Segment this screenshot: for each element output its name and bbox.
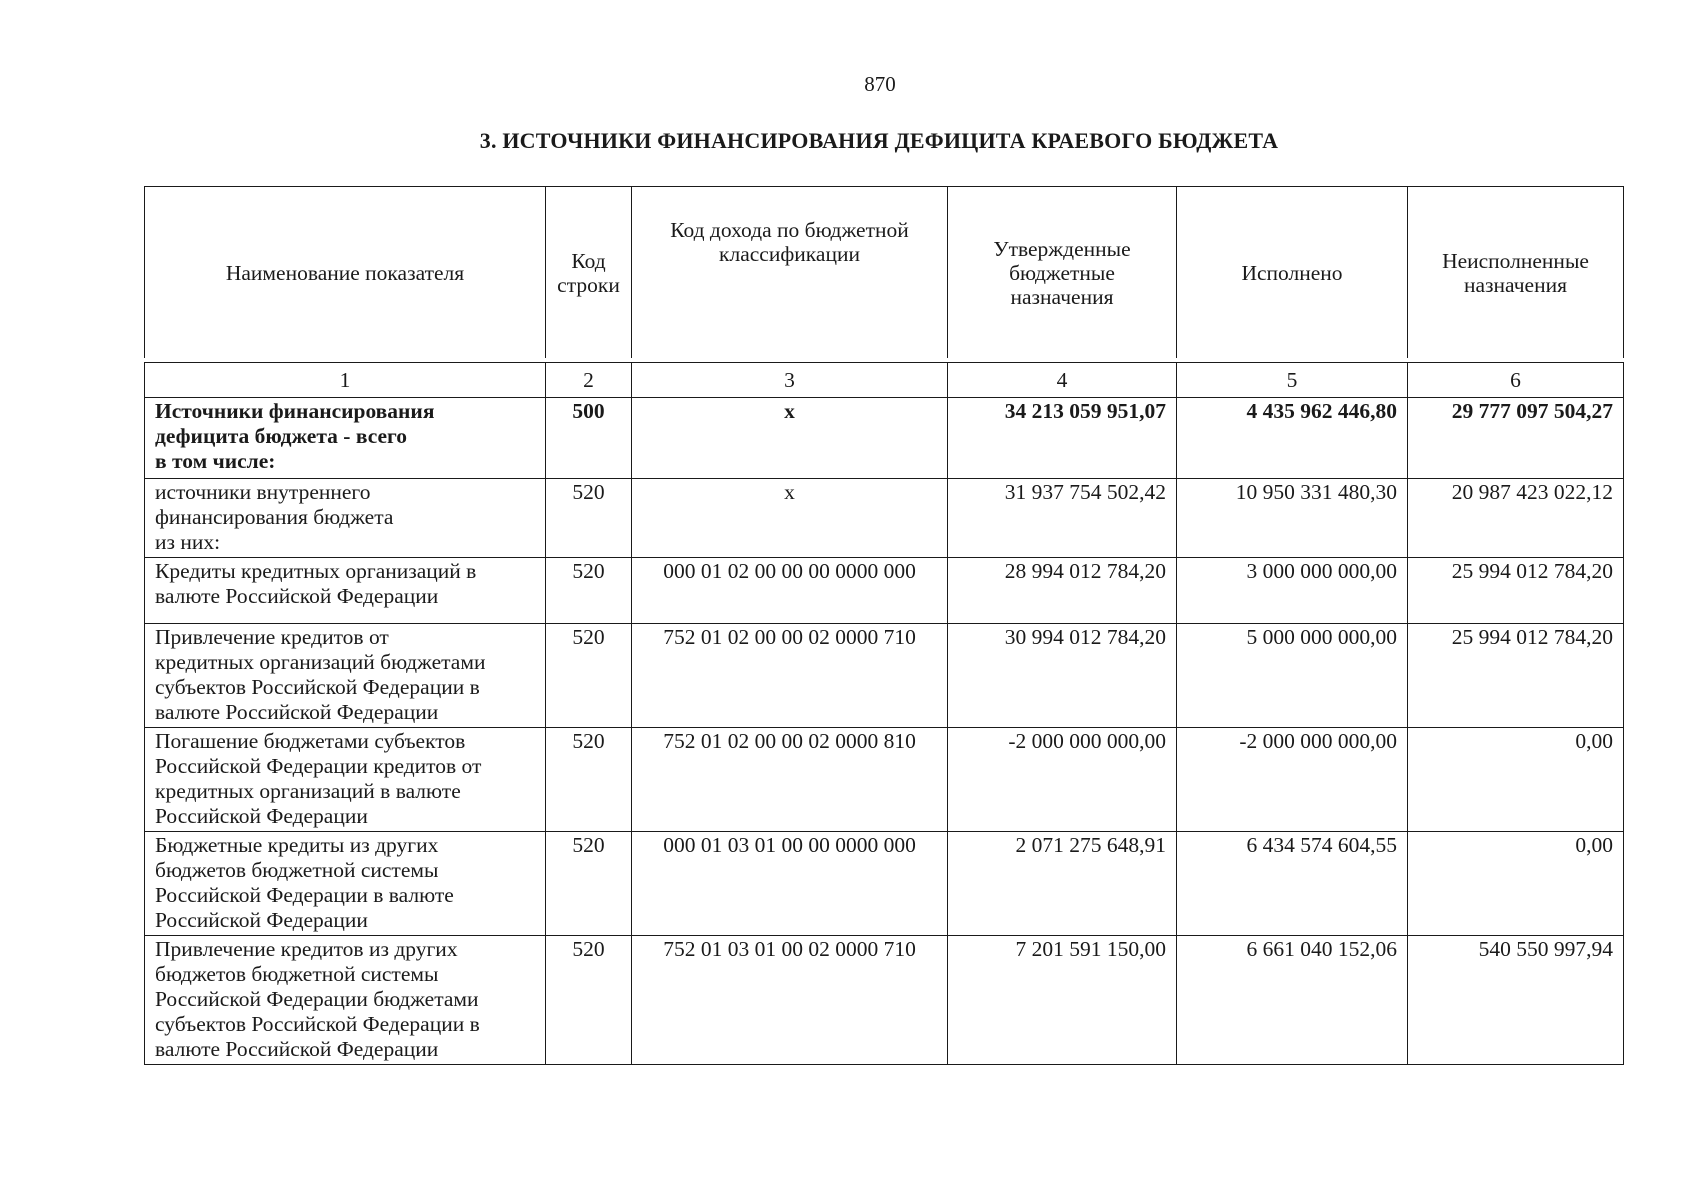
unexecuted-amount-cell: 29 777 097 504,27 [1408, 398, 1624, 479]
indicator-name-line: кредитных организаций в валюте [155, 779, 461, 803]
indicator-name-cell [145, 398, 546, 479]
indicator-name-line: бюджетов бюджетной системы [155, 858, 439, 882]
executed-amount-cell: -2 000 000 000,00 [1177, 728, 1408, 832]
column-number-row [145, 363, 1624, 398]
executed-amount-cell: 4 435 962 446,80 [1177, 398, 1408, 479]
executed-amount-cell: 3 000 000 000,00 [1177, 558, 1408, 624]
column-number: 5 [1177, 363, 1408, 398]
budget-code-cell: 752 01 02 00 00 02 0000 710 [632, 624, 948, 728]
executed-amount-cell: 5 000 000 000,00 [1177, 624, 1408, 728]
budget-code-cell: 752 01 03 01 00 02 0000 710 [632, 936, 948, 1065]
indicator-name-line: Кредиты кредитных организаций в [155, 559, 477, 583]
column-number: 6 [1408, 363, 1624, 398]
line-code-cell: 520 [546, 832, 632, 936]
approved-amount-cell: 28 994 012 784,20 [948, 558, 1177, 624]
column-number: 4 [948, 363, 1177, 398]
header-budget-code [632, 187, 948, 359]
indicator-name-cell [145, 558, 546, 624]
unexecuted-amount-cell: 0,00 [1408, 832, 1624, 936]
column-number: 2 [546, 363, 632, 398]
executed-amount-cell: 6 661 040 152,06 [1177, 936, 1408, 1065]
header-approved-line: бюджетные [1009, 260, 1115, 285]
column-number: 1 [145, 363, 546, 398]
unexecuted-amount-cell: 0,00 [1408, 728, 1624, 832]
header-unexecuted-line: Неисполненные [1442, 248, 1589, 273]
indicator-name-cell [145, 479, 546, 558]
budget-sources-table [144, 186, 1624, 1065]
budget-code-cell: 000 01 03 01 00 00 0000 000 [632, 832, 948, 936]
table-row [145, 728, 1624, 832]
unexecuted-amount-cell: 20 987 423 022,12 [1408, 479, 1624, 558]
indicator-name-line: финансирования бюджета [155, 505, 394, 529]
indicator-name-cell [145, 832, 546, 936]
indicator-name-line: Российской Федерации бюджетами [155, 987, 479, 1011]
budget-sources-table-container [144, 186, 1623, 1065]
line-code-cell: 520 [546, 728, 632, 832]
table-row [145, 936, 1624, 1065]
approved-amount-cell: 30 994 012 784,20 [948, 624, 1177, 728]
column-number: 3 [632, 363, 948, 398]
indicator-name-line: в том числе: [155, 449, 276, 473]
line-code-cell: 520 [546, 936, 632, 1065]
approved-amount-cell: 31 937 754 502,42 [948, 479, 1177, 558]
header-approved-line: Утвержденные [993, 236, 1131, 261]
header-line-code [546, 187, 632, 359]
approved-amount-cell: 34 213 059 951,07 [948, 398, 1177, 479]
approved-amount-cell: 7 201 591 150,00 [948, 936, 1177, 1065]
line-code-cell: 520 [546, 558, 632, 624]
table-header-row [145, 187, 1624, 359]
budget-code-cell: x [632, 398, 948, 479]
line-code-cell: 500 [546, 398, 632, 479]
indicator-name-line: Российской Федерации [155, 804, 368, 828]
header-budget-code-line: классификации [719, 242, 860, 266]
indicator-name-line: субъектов Российской Федерации в [155, 675, 480, 699]
unexecuted-amount-cell: 540 550 997,94 [1408, 936, 1624, 1065]
executed-amount-cell: 6 434 574 604,55 [1177, 832, 1408, 936]
indicator-name-line: валюте Российской Федерации [155, 584, 439, 608]
indicator-name-line: валюте Российской Федерации [155, 700, 439, 724]
unexecuted-amount-cell: 25 994 012 784,20 [1408, 624, 1624, 728]
indicator-name-line: Российской Федерации кредитов от [155, 754, 482, 778]
approved-amount-cell: 2 071 275 648,91 [948, 832, 1177, 936]
indicator-name-line: Погашение бюджетами субъектов [155, 729, 466, 753]
header-unexecuted-line: назначения [1464, 272, 1567, 297]
table-row [145, 479, 1624, 558]
indicator-name-line: источники внутреннего [155, 480, 371, 504]
indicator-name-line: дефицита бюджета - всего [155, 424, 408, 448]
budget-code-cell: x [632, 479, 948, 558]
page-title: 3. ИСТОЧНИКИ ФИНАНСИРОВАНИЯ ДЕФИЦИТА КРАЕВОГО БЮДЖЕТА [479, 128, 1279, 153]
indicator-name-line: Российской Федерации в валюте [155, 883, 454, 907]
header-budget-code-line: Код дохода по бюджетной [670, 218, 909, 242]
header-unexecuted [1408, 187, 1624, 359]
budget-code-cell: 000 01 02 00 00 00 0000 000 [632, 558, 948, 624]
header-indicator-name: Наименование показателя [145, 187, 546, 359]
budget-code-cell: 752 01 02 00 00 02 0000 810 [632, 728, 948, 832]
header-line-code-line: строки [557, 272, 620, 297]
indicator-name-cell [145, 728, 546, 832]
indicator-name-line: Бюджетные кредиты из других [155, 833, 439, 857]
table-row [145, 624, 1624, 728]
header-approved-line: назначения [1010, 284, 1114, 309]
line-code-cell: 520 [546, 624, 632, 728]
indicator-name-line: кредитных организаций бюджетами [155, 650, 486, 674]
indicator-name-line: Российской Федерации [155, 908, 368, 932]
indicator-name-line: Источники финансирования [155, 399, 435, 423]
header-approved [948, 187, 1177, 359]
approved-amount-cell: -2 000 000 000,00 [948, 728, 1177, 832]
indicator-name-cell [145, 936, 546, 1065]
indicator-name-line: валюте Российской Федерации [155, 1037, 439, 1061]
unexecuted-amount-cell: 25 994 012 784,20 [1408, 558, 1624, 624]
indicator-name-line: Привлечение кредитов из других [155, 937, 458, 961]
indicator-name-line: бюджетов бюджетной системы [155, 962, 439, 986]
indicator-name-cell [145, 624, 546, 728]
executed-amount-cell: 10 950 331 480,30 [1177, 479, 1408, 558]
indicator-name-line: из них: [155, 530, 221, 554]
header-line-code-line: Код [571, 248, 606, 273]
indicator-name-line: Привлечение кредитов от [155, 625, 389, 649]
indicator-name-line: субъектов Российской Федерации в [155, 1012, 480, 1036]
table-body [145, 358, 1624, 1065]
header-executed: Исполнено [1177, 187, 1408, 359]
table-row [145, 832, 1624, 936]
table-row [145, 558, 1624, 624]
table-row [145, 398, 1624, 479]
line-code-cell: 520 [546, 479, 632, 558]
page-number: 870 [864, 72, 896, 96]
